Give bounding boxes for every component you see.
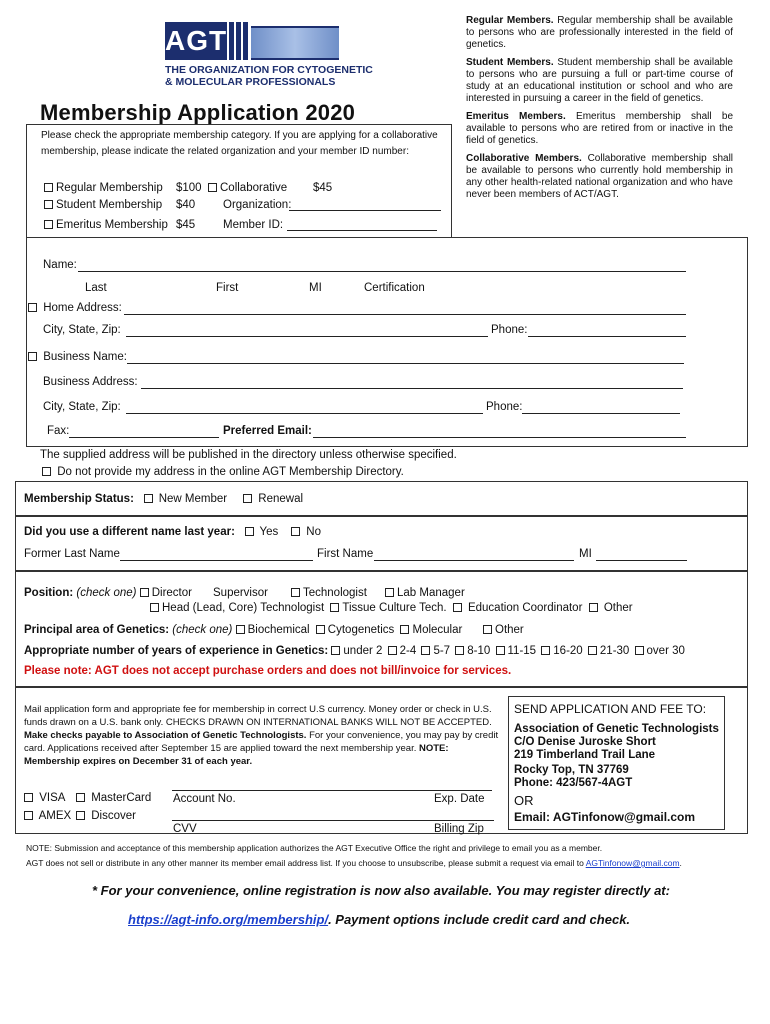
logo-dna-graphic	[251, 26, 339, 60]
send-phone: Phone: 423/567-4AGT	[514, 777, 633, 789]
cytogenetics-checkbox[interactable]	[316, 625, 325, 634]
business-name-field[interactable]	[127, 363, 684, 364]
intro-text: Please check the appropriate membership category. If you are applying for a collaborative membership, please indicate the related organization and your member ID number:	[41, 130, 438, 157]
collaborative-label: Collaborative	[220, 182, 288, 194]
exp-option-label: under 2	[343, 645, 383, 657]
name-first-label: First	[216, 282, 239, 294]
business-name-label: Business Name:	[43, 351, 127, 363]
no-publish-checkbox[interactable]	[42, 467, 51, 476]
regular-desc-heading: Regular Members.	[466, 15, 554, 26]
exp-option-label: 16-20	[553, 645, 583, 657]
student-price: $40	[176, 199, 196, 211]
send-org: Association of Genetic Technologists	[514, 723, 719, 735]
exp-option-label: 11-15	[507, 645, 537, 657]
home-address-field[interactable]	[124, 314, 686, 315]
account-number-field[interactable]	[172, 790, 492, 791]
emeritus-desc-heading: Emeritus Members.	[466, 111, 566, 122]
technologist-label: Technologist	[303, 587, 367, 599]
genetics-hint: (check one)	[172, 624, 233, 636]
name-label: Name:	[43, 259, 77, 271]
account-number-label: Account No.	[173, 793, 236, 805]
education-coordinator-label: Education Coordinator	[467, 602, 583, 614]
collab-desc-heading: Collaborative Members.	[466, 153, 582, 164]
name-last-label: Last	[85, 282, 107, 294]
amex-label: AMEX	[38, 810, 72, 822]
supervisor-label: Supervisor	[213, 587, 268, 599]
regular-price: $100	[176, 182, 202, 194]
send-care-of: C/O Denise Juroske Short	[514, 736, 656, 748]
online-registration-link[interactable]: https://agt-info.org/membership/	[128, 912, 329, 927]
send-street: 219 Timberland Trail Lane	[514, 749, 656, 761]
director-label: Director	[151, 587, 192, 599]
mastercard-label: MasterCard	[91, 792, 152, 804]
tissue-culture-checkbox[interactable]	[330, 603, 339, 612]
home-city-field[interactable]	[126, 336, 488, 337]
name-cert-label: Certification	[364, 282, 425, 294]
exp-option-label: 2-4	[399, 645, 417, 657]
online-payment-options: . Payment options include credit card and check.	[328, 912, 631, 927]
emeritus-price: $45	[176, 219, 196, 231]
collaborative-price: $45	[313, 182, 333, 194]
visa-checkbox[interactable]	[24, 793, 33, 802]
exp-16-20-checkbox[interactable]	[541, 646, 550, 655]
status-label: Membership Status	[24, 493, 131, 505]
exp-2-4-checkbox[interactable]	[388, 646, 397, 655]
student-desc-heading: Student Members.	[466, 57, 554, 68]
send-heading: SEND APPLICATION AND FEE TO:	[514, 702, 707, 716]
home-address-checkbox[interactable]	[28, 303, 37, 312]
genetics-other-checkbox[interactable]	[483, 625, 492, 634]
payment-instructions	[24, 703, 504, 768]
director-checkbox[interactable]	[140, 588, 149, 597]
footer-note-2: AGT does not sell or distribute in any other manner its member email address list. If you choose to unsubscribe, please submit a request via email to	[26, 858, 586, 868]
fax-label: Fax:	[47, 425, 70, 437]
renewal-checkbox[interactable]	[243, 494, 252, 503]
prev-name-no-label: No	[306, 526, 321, 538]
prev-name-yes-label: Yes	[259, 526, 279, 538]
logo-wordmark: AGT	[165, 22, 227, 60]
new-member-label: New Member	[158, 493, 228, 505]
business-phone-field[interactable]	[522, 413, 680, 414]
biochemical-checkbox[interactable]	[236, 625, 245, 634]
head-tech-checkbox[interactable]	[150, 603, 159, 612]
discover-checkbox[interactable]	[76, 811, 85, 820]
technologist-checkbox[interactable]	[291, 588, 300, 597]
lab-manager-label: Lab Manager	[397, 587, 465, 599]
education-coordinator-checkbox[interactable]	[453, 603, 462, 612]
agt-logo	[165, 22, 340, 62]
lab-manager-checkbox[interactable]	[385, 588, 394, 597]
new-member-checkbox[interactable]	[144, 494, 153, 503]
home-address-label: Home Address:	[43, 302, 122, 314]
exp-date-label: Exp. Date	[434, 793, 485, 805]
send-email: Email: AGTinfonow@gmail.com	[514, 810, 696, 824]
email-field[interactable]	[313, 437, 686, 438]
footer-note-end: .	[679, 858, 682, 868]
fax-field[interactable]	[69, 437, 219, 438]
exp-option-label: 5-7	[433, 645, 451, 657]
online-registration-note: * For your convenience, online registration is now also available. You may register directly at:	[92, 883, 670, 898]
exp-5-7-checkbox[interactable]	[421, 646, 430, 655]
position-other-checkbox[interactable]	[589, 603, 598, 612]
email-label: Preferred Email:	[223, 425, 312, 437]
discover-label: Discover	[91, 810, 136, 822]
visa-label: VISA	[39, 792, 66, 804]
exp-option-label: over 30	[646, 645, 685, 657]
prev-name-yes-checkbox[interactable]	[245, 527, 254, 536]
business-name-checkbox[interactable]	[28, 352, 37, 361]
mastercard-checkbox[interactable]	[76, 793, 85, 802]
prev-name-no-checkbox[interactable]	[291, 527, 300, 536]
business-phone-label: Phone:	[486, 401, 523, 413]
genetics-label: Principal area of Genetics:	[24, 624, 170, 636]
send-or: OR	[514, 793, 534, 808]
home-city-label: City, State, Zip:	[43, 324, 121, 336]
organization-label: Organization:	[223, 199, 292, 211]
position-hint: (check one)	[76, 587, 137, 599]
prev-name-box	[15, 516, 748, 571]
exp-under-2-checkbox[interactable]	[331, 646, 340, 655]
member-id-label: Member ID:	[223, 219, 284, 231]
billing-zip-label: Billing Zip	[434, 823, 484, 835]
footer-note-1: NOTE: Submission and acceptance of this membership application authorizes the AGT Executive Office the right and privilege to email you as a member.	[26, 843, 603, 853]
tissue-culture-label: Tissue Culture Tech.	[342, 602, 447, 614]
genetics-other-label: Other	[495, 624, 524, 636]
name-mi-label: MI	[309, 282, 322, 294]
exp-8-10-checkbox[interactable]	[455, 646, 464, 655]
renewal-label: Renewal	[258, 493, 304, 505]
head-tech-label: Head (Lead, Core) Technologist	[162, 602, 325, 614]
send-city: Rocky Top, TN 37769	[514, 764, 629, 776]
business-address-label: Business Address:	[43, 376, 138, 388]
exp-option-label: 21-30	[599, 645, 630, 657]
org-name-line1: THE ORGANIZATION FOR CYTOGENETIC	[165, 64, 373, 76]
exp-21-30-checkbox[interactable]	[588, 646, 597, 655]
no-publish-label: Do not provide my address in the online AGT Membership Directory.	[57, 466, 404, 478]
former-last-field[interactable]	[120, 560, 313, 561]
business-address-field[interactable]	[141, 388, 683, 389]
membership-descriptions	[466, 15, 733, 207]
position-other-label: Other	[603, 602, 633, 614]
emeritus-desc-text: Emeritus membership shall be available to persons who are retired from or inactive in the field of genetics.	[466, 111, 734, 146]
former-mi-field[interactable]	[596, 560, 687, 561]
cytogenetics-label: Cytogenetics	[327, 624, 395, 636]
experience-label: Appropriate number of years of experience in Genetics:	[24, 645, 329, 657]
cvv-label: CVV	[173, 823, 197, 835]
payment-text-1: Mail application form and appropriate fee for membership in correct U.S currency. Money order or check in U.S. funds drawn on a U.S. bank only. CHECKS DRAWN ON INTERNATIONAL BANKS WILL NOT BE ACCEPTED.	[24, 704, 492, 728]
home-phone-field[interactable]	[528, 336, 686, 337]
exp-over-30-checkbox[interactable]	[635, 646, 644, 655]
position-label: Position:	[24, 587, 74, 599]
prev-name-question: Did you use a different name last year	[24, 526, 232, 538]
category-box	[26, 124, 452, 238]
publish-note: The supplied address will be published in the directory unless otherwise specified.	[40, 449, 457, 461]
former-first-field[interactable]	[374, 560, 574, 561]
former-last-label: Former Last Name	[24, 548, 120, 560]
collab-desc-text: Collaborative membership shall be available to persons who currently hold membership in any other health-related national organization and who have never been members of ACT/AGT.	[466, 153, 734, 200]
former-mi-label: MI	[579, 548, 592, 560]
payment-payable: Make checks payable to Association of Genetic Technologists.	[24, 730, 307, 741]
home-phone-label: Phone:	[491, 324, 528, 336]
emeritus-membership-label: Emeritus Membership	[56, 219, 168, 231]
name-field[interactable]	[78, 271, 686, 272]
business-city-label: City, State, Zip:	[43, 401, 121, 413]
payment-text-2: For your convenience, you may pay by credit card. Applications received after September 15 are applied toward the next membership year.	[24, 730, 499, 754]
regular-membership-label: Regular Membership	[56, 182, 163, 194]
former-first-label: First Name	[317, 548, 374, 560]
payment-expiry-note: NOTE: Membership expires on December 31 of each year.	[24, 743, 449, 767]
page-title: Membership Application 2020	[40, 100, 356, 125]
exp-option-label: 8-10	[467, 645, 491, 657]
please-note: Please note: AGT does not accept purchase orders and does not bill/invoice for services.	[24, 665, 512, 677]
student-desc-text: Student membership shall be available to persons who are pursuing a full or part-time course of study at an educational institution or school and who are interested in pursuing a career in the field of genetics.	[466, 57, 733, 104]
regular-desc-text: Regular membership shall be available to persons who are professionally interested in the field of genetics.	[466, 15, 733, 50]
org-name-line2: & MOLECULAR PROFESSIONALS	[165, 76, 336, 88]
amex-checkbox[interactable]	[24, 811, 33, 820]
molecular-checkbox[interactable]	[400, 625, 409, 634]
contact-box	[26, 237, 748, 447]
business-city-field[interactable]	[126, 413, 483, 414]
molecular-label: Molecular	[412, 624, 463, 636]
biochemical-label: Biochemical	[247, 624, 310, 636]
student-membership-label: Student Membership	[56, 199, 163, 211]
cvv-field[interactable]	[172, 820, 494, 821]
exp-11-15-checkbox[interactable]	[496, 646, 505, 655]
footer-email-link[interactable]: AGTinfonow@gmail.com	[585, 858, 680, 868]
